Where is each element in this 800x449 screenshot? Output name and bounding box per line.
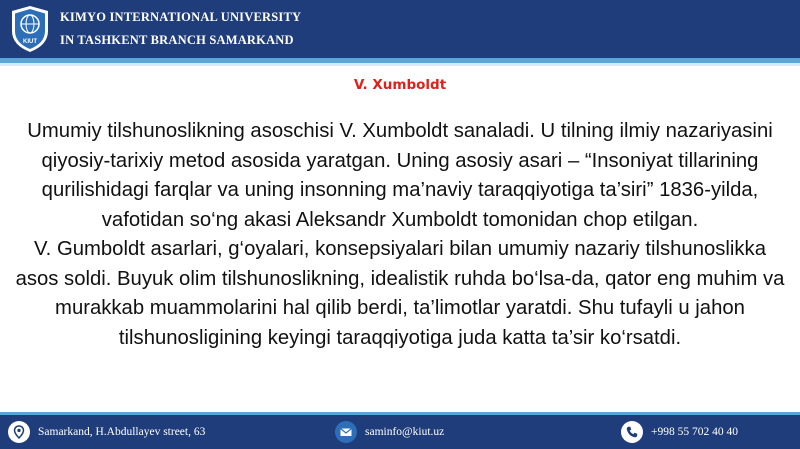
footer-address — [8, 415, 205, 449]
footer-phone[interactable] — [621, 415, 738, 449]
email-link[interactable]: saminfo@kiut.uz — [365, 426, 445, 438]
footer-email[interactable] — [335, 415, 444, 449]
slide-title: V. Xumboldt — [353, 77, 447, 93]
body-paragraph: Umumiy tilshunoslikning asoschisi V. Xumboldt sanaladi. U tilning ilmiy nazariyasini qiyosiy-tarixiy metod asosida yaratgan. Uning asosiy asari – “Insoniyat tillarining qurilishidagi farqlar va uning insonning ma’naviy taraqqiyotiga ta’siri” 1836-yilda, vafotidan so‘ng akasi Aleksandr Xumboldt tomonidan chop etilgan. — [27, 120, 773, 231]
phone-icon — [621, 421, 643, 443]
header-light-stripe — [0, 63, 800, 66]
mail-icon — [335, 421, 357, 443]
university-logo — [10, 5, 50, 53]
address-text: Samarkand, H.Abdullayev street, 63 — [38, 426, 206, 438]
slide-body — [10, 117, 790, 353]
location-icon — [8, 421, 30, 443]
logo-text: KIUT — [23, 39, 37, 45]
body-paragraph: V. Gumboldt asarlari, g‘oyalari, konsepsiyalari bilan umumiy nazariy tilshunoslikka asos soldi. Buyuk olim tilshunoslikning, idealistik ruhda bo‘lsa-da, qator eng muhim va murakkab muammolarini hal qilib berdi, ta’limotlar yaratdi. Shu tufayli u jahon tilshunosligining keyingi taraqqiyotiga juda katta ta’sir ko‘rsatdi. — [15, 238, 785, 349]
university-name-line2: IN TASHKENT BRANCH SAMARKAND — [60, 33, 294, 47]
phone-text[interactable]: +998 55 702 40 40 — [651, 426, 738, 438]
footer-bar — [0, 415, 800, 449]
university-name-line1: KIMYO INTERNATIONAL UNIVERSITY — [60, 10, 302, 24]
header-bar — [0, 0, 800, 58]
